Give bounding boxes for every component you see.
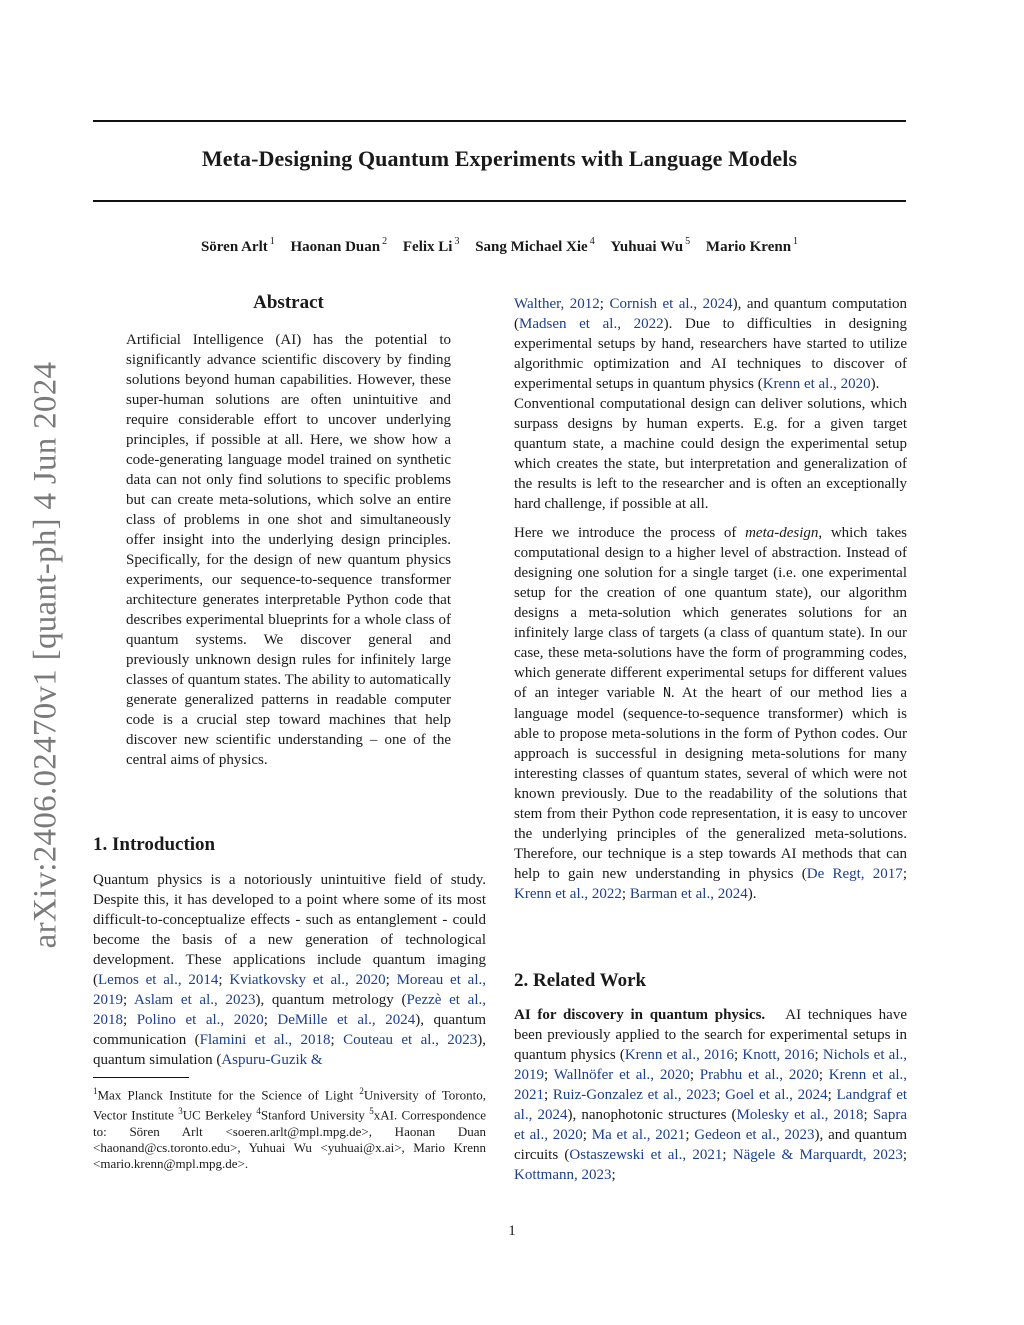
- author: Sang Michael Xie $^4$: [475, 236, 595, 255]
- citation-link[interactable]: Aslam et al., 2023: [134, 992, 256, 1008]
- citation-link[interactable]: DeMille et al., 2024: [277, 1012, 416, 1028]
- citation-link[interactable]: Barman et al., 2024: [629, 886, 748, 902]
- abstract-text: Artificial Intelligence (AI) has the potential to significantly advance scientific discovery by finding solutions beyond human capabilities. However, these super-human solutions are often unintuitive and require considerable effort to uncover underlying principles, if possible at all. Here, we show how a code-generating language model trained on synthetic data can not only find solutions to specific problems but can create meta-solutions, which solve an entire class of problems in one shot and simultaneously offer insight into the underlying design principles. Specifically, for the design of new quantum physics experiments, our sequence-to-sequence transformer architecture generates interpretable Python code that describes experimental blueprints for a whole class of quantum systems. We discover general and previously unknown design rules for infinitely large classes of quantum states. The ability to automatically generate generalized patterns in readable computer code is a crucial step toward machines that help discover new scientific understanding – one of the central aims of physics.: [126, 332, 451, 768]
- citation-link[interactable]: Couteau et al., 2023: [343, 1032, 478, 1048]
- citation-link[interactable]: Prabhu et al., 2020: [699, 1067, 819, 1083]
- related-work-heading: 2. Related Work: [514, 970, 647, 991]
- citation-link[interactable]: Lemos et al., 2014: [98, 972, 219, 988]
- citation-link[interactable]: Aspuru-Guzik &: [221, 1052, 323, 1068]
- citation-link[interactable]: Moreau et al., 2019: [93, 972, 486, 1008]
- citation-link[interactable]: Nichols et al., 2019: [514, 1047, 908, 1083]
- citation-link[interactable]: Walther, 2012: [514, 296, 600, 312]
- author: Yuhuai Wu $^5$: [610, 236, 691, 255]
- title-top-rule: [93, 120, 906, 122]
- citation-link[interactable]: Kottmann, 2023: [514, 1167, 612, 1183]
- citation-link[interactable]: Knott, 2016: [742, 1047, 815, 1063]
- author: Haonan Duan $^2$: [290, 236, 388, 255]
- citation-link[interactable]: Flamini et al., 2018: [199, 1032, 331, 1048]
- citation-link[interactable]: Sapra et al., 2020: [514, 1107, 907, 1143]
- citation-link[interactable]: Krenn et al., 2022: [514, 886, 622, 902]
- author: Sören Arlt $^1$: [200, 236, 275, 255]
- introduction-heading: 1. Introduction: [93, 834, 216, 855]
- paragraph-heading: AI for discovery in quantum physics.: [514, 1007, 766, 1023]
- citation-link[interactable]: Gedeon et al., 2023: [694, 1127, 815, 1143]
- paper-title: Meta-Designing Quantum Experiments with Language Models: [201, 146, 798, 171]
- intro-continuation-paragraph: Walther, 2012; Cornish et al., 2024), and quantum computation (Madsen et al., 2022). Due to difficulties in designing experimental setups by hand, researchers have started to utilize algorithmic optimization and AI techniques to discover of experimental setups in quantum physics (Krenn et al., 2020).: [514, 296, 907, 392]
- affiliations-footnote: $^1$Max Planck Institute for the Science of Light $^2$University of Toronto, Vector Institute $^3$UC Berkeley $^4$Stanford University $^5$xAI. Correspondence to: Sören Arlt <soeren.arlt@mpl.mpg.de>, Haonan Duan <haonand@cs.toronto.edu>, Yuhuai Wu <yuhuai@x.ai>, Mario Krenn <mario.krenn@mpl.mpg.de>.: [93, 1086, 487, 1171]
- abstract-heading: Abstract: [253, 292, 324, 313]
- citation-link[interactable]: Kviatkovsky et al., 2020: [229, 972, 386, 988]
- citation-link[interactable]: Ma et al., 2021: [591, 1127, 686, 1143]
- right-column-intro: [514, 294, 907, 904]
- citation-link[interactable]: Polino et al., 2020: [136, 1012, 264, 1028]
- citation-link[interactable]: Ostaszewski et al., 2021: [569, 1147, 723, 1163]
- citation-link[interactable]: Krenn et al., 2020: [762, 376, 871, 392]
- related-work-paragraph: AI for discovery in quantum physics. AI techniques have been previously applied to the search for experimental setups in quantum physics (Krenn et al., 2016; Knott, 2016; Nichols et al., 2019; Wallnöfer et al., 2020; Prabhu et al., 2020; Krenn et al., 2021; Ruiz-Gonzalez et al., 2023; Goel et al., 2024; Landgraf et al., 2024), nanophotonic structures (Molesky et al., 2018; Sapra et al., 2020; Ma et al., 2021; Gedeon et al., 2023), and quantum circuits (Ostaszewski et al., 2021; Nägele & Marquardt, 2023; Kottmann, 2023;: [514, 1007, 908, 1183]
- author-list: [93, 236, 906, 256]
- conventional-design-paragraph: Conventional computational design can deliver solutions, which surpass designs by human experts. E.g. for a given target quantum state, a machine could design the experimental setup which creates the state, but interpretation and generalization of the results is left to the researcher and is often an exceptionally hard challenge, if possible at all.: [514, 396, 907, 512]
- citation-link[interactable]: De Regt, 2017: [806, 866, 903, 882]
- citation-link[interactable]: Cornish et al., 2024: [609, 296, 733, 312]
- meta-design-paragraph: Here we introduce the process of meta-design, which takes computational design to a higher level of abstraction. Instead of designing one solution for a single target (i.e. one experimental setup for the creation of one quantum state), our algorithm designs a meta-solution which generates solutions for an infinitely large class of targets (a class of quantum state). In our case, these meta-solutions have the form of programming codes, which generate different experimental setups for different values of an integer variable N. At the heart of our method lies a language model (sequence-to-sequence transformer) which is able to propose meta-solutions in the form of Python codes. Our approach is successful in designing meta-solutions for many interesting classes of quantum states, several of which were not known previously. Due to the readability of the solutions that stem from their Python code representation, it is easy to uncover the underlying principles of the generalized meta-solutions. Therefore, our technique is a step towards AI methods that can help to gain new understanding in physics (De Regt, 2017; Krenn et al., 2022; Barman et al., 2024).: [514, 525, 907, 902]
- citation-link[interactable]: Madsen et al., 2022: [519, 316, 664, 332]
- citation-link[interactable]: Pezzè et al., 2018: [93, 992, 486, 1028]
- citation-link[interactable]: Wallnöfer et al., 2020: [553, 1067, 690, 1083]
- title-bottom-rule: [93, 200, 906, 202]
- citation-link[interactable]: Ruiz-Gonzalez et al., 2023: [552, 1087, 717, 1103]
- citation-link[interactable]: Krenn et al., 2021: [514, 1067, 908, 1103]
- page-number: 1: [508, 1223, 516, 1239]
- citation-link[interactable]: Goel et al., 2024: [725, 1087, 828, 1103]
- arxiv-identifier: arXiv:2406.02470v1 [quant-ph] 4 Jun 2024: [27, 361, 64, 949]
- citation-link[interactable]: Landgraf et al., 2024: [514, 1087, 908, 1123]
- introduction-paragraph: Quantum physics is a notoriously unintuitive field of study. Despite this, it has developed to a point where some of its most difficult-to-conceptualize effects - such as entanglement - could become the basis of a new generation of technological development. These applications include quantum imaging (Lemos et al., 2014; Kviatkovsky et al., 2020; Moreau et al., 2019; Aslam et al., 2023), quantum metrology (Pezzè et al., 2018; Polino et al., 2020; DeMille et al., 2024), quantum communication (Flamini et al., 2018; Couteau et al., 2023), quantum simulation (Aspuru-Guzik &: [93, 872, 487, 1068]
- author: Felix Li $^3$: [402, 236, 460, 255]
- footnote-rule: [93, 1077, 189, 1078]
- author: Mario Krenn $^1$: [705, 236, 799, 255]
- citation-link[interactable]: Krenn et al., 2016: [624, 1047, 735, 1063]
- citation-link[interactable]: Nägele & Marquardt, 2023: [732, 1147, 903, 1163]
- citation-link[interactable]: Molesky et al., 2018: [736, 1107, 864, 1123]
